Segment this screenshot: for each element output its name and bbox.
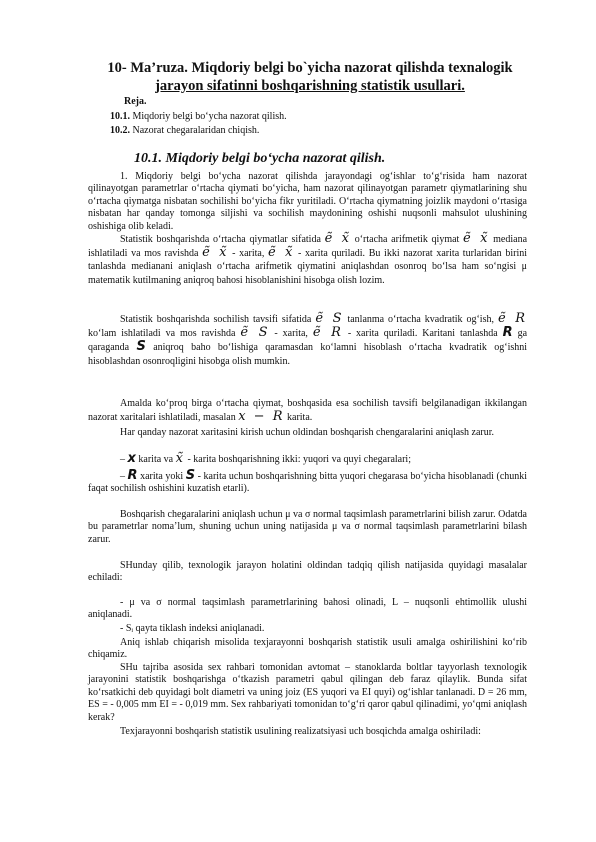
paragraph-1: 1. Miqdoriy belgi bo‘ycha nazorat qilishda jarayondagi og‘ishlar to‘g‘risida ham nazorat qilinayotgan parametrlar o‘rtacha qiymati bo‘yicha, ham nazorat qilinayotgan parametr qiymatlarining shu o‘rtacha qiymatga nisbatan sochilishi bo‘yicha fikr yuritiladi. O‘rtacha qiymatning joizlik maydoni o‘rtasiga nisbatan har qanday tomonga siljishi va sochilish maydonining oshishi nuqsonli mahsulot ulushining oshishiga olib keladi. — [88, 171, 527, 232]
plan-item-1 — [110, 111, 287, 123]
paragraph-2-text-a: Statistik boshqarishda o‘rtacha qiymatlar sifatida — [120, 234, 321, 245]
paragraph-7 — [88, 470, 527, 496]
es-symbol: ẽ S — [315, 311, 344, 326]
paragraph-3-text-d: - xarita, — [274, 328, 308, 340]
paragraph-6 — [88, 453, 527, 466]
x-bar-symbol: x — [127, 451, 136, 466]
mean-x-symbol: ẽ x̃ — [463, 231, 490, 246]
paragraph-8: Boshqarish chegaralarini aniqlash uchun μ va σ normal taqsimlash parametrlarini bilish zarur. Odatda bu parametrlar noma’lum, shuning uchun uning natijasida μ va σ normal taqsimlash parametrlarini bilash zarur. — [88, 509, 527, 545]
paragraph-4-text-b: karita. — [287, 412, 313, 423]
paragraph-3-text-g: aniqroq baho bo‘lishiga qaramasdan ko‘lamni hisoblash o‘rtacha kvadratik og‘ishni hisoblashdan osonroqligini hisobga olish mumkin. — [88, 342, 528, 367]
paragraph-10: - μ va σ normal taqsimlash parametrlarining bahosi olinadi, L – nuqsonli ehtimollik ulushi aniqlanadi. — [88, 597, 527, 621]
paragraph-7-dash: – — [120, 471, 125, 482]
paragraph-11: - Sᵢ qayta tiklash indeksi aniqlanadi. — [120, 623, 265, 634]
paragraph-2-text-c: mediana ishlatiladi va mos ravishda — [88, 234, 528, 260]
paragraph-3 — [88, 312, 527, 368]
plan-item-2 — [110, 125, 259, 137]
mean-chart-symbol: ẽ x̃ — [268, 245, 295, 261]
paragraph-3-text-b: tanlanma o‘rtacha kvadratik og‘ish, — [347, 314, 494, 325]
s-chart-name-symbol: S — [185, 468, 196, 483]
paragraph-7-text-b: xarita yoki — [140, 471, 184, 482]
lecture-title-line-1: 10- Ma’ruza. Miqdoriy belgi bo`yicha nazorat qilishda texnalogik — [107, 60, 513, 76]
x-r-chart-symbol: x − R — [238, 409, 285, 424]
r-chart-name-symbol: R — [127, 468, 138, 483]
paragraph-5: Har qanday nazorat xaritasini kirish uchun oldindan boshqarish chengaralarini aniqlash zarur. — [120, 427, 495, 438]
paragraph-12: Aniq ishlab chiqarish misolida texjarayonni boshqarish statistik usuli amalga oshirilishini ko‘rib chiqamiz. — [88, 637, 527, 661]
er-symbol: ẽ R — [497, 311, 528, 326]
lecture-title-underline: jarayon sifatinni boshqarishning statistik usullari. — [155, 78, 465, 94]
paragraph-14: Texjarayonni boshqarish statistik usulining realizatsiyasi uch bosqichda amalga oshiriladi: — [120, 726, 481, 737]
paragraph-6-text-b: karita va — [138, 454, 174, 465]
paragraph-3-text-a: Statistik boshqarishda sochilish tavsifi sifatida — [120, 314, 312, 325]
paragraph-7-text-c: - karita uchun boshqarishning bitta yuqori chegarasa bo‘yicha hisoblanadi (chunki faqat sochilish oshishini kuzatish etarli). — [88, 471, 528, 495]
section-heading: 10.1. Miqdoriy belgi bo‘ycha nazorat qilish. — [134, 151, 386, 166]
paragraph-2 — [88, 232, 527, 287]
paragraph-6-text-c: - karita boshqarishning ikki: yuqori va quyi chegaralari; — [187, 454, 411, 465]
r-symbol: R — [502, 325, 513, 341]
paragraph-3-text-c: ko‘lam ishlatiladi va mos ravishda — [88, 328, 236, 340]
r-chart-symbol: ẽ R — [312, 325, 343, 341]
plan-label: Reja. — [124, 96, 147, 107]
x-tilde-symbol: x̃ — [175, 451, 185, 466]
plan-item-2-text: Nazorat chegaralaridan chiqish. — [130, 125, 260, 136]
paragraph-6-dash: – — [120, 454, 125, 465]
paragraph-2-text-d: - xarita, — [232, 248, 265, 260]
paragraph-2-text-b: o‘rtacha arifmetik qiymat — [354, 234, 460, 245]
plan-item-2-number: 10.2. — [110, 125, 130, 136]
paragraph-4 — [88, 397, 527, 424]
paragraph-4-text-a: Amalda ko‘proq birga o‘rtacha qiymat, boshqasida esa sochilish tavsifi belgilanadigan ikkilangan nazorat xaritalari ishlatiladi, masalan — [88, 398, 527, 423]
paragraph-9: SHunday qilib, texnologik jarayon holatini oldindan tadqiq qilish natijasida quyidagi masalalar echiladi: — [88, 560, 527, 584]
plan-item-1-text: Miqdoriy belgi bo‘ycha nazorat qilish. — [130, 111, 287, 122]
median-x-symbol: ẽ x̃ — [324, 231, 351, 246]
plan-item-1-number: 10.1. — [110, 111, 130, 122]
paragraph-3-text-f: ga qaraganda — [88, 328, 528, 354]
paragraph-13: SHu tajriba asosida sex rahbari tomonidan avtomat – stanoklarda boltlar tayyorlash texnologik jarayonini statistik boshqarishga o‘tkazish parametri qabul qilingan deb faraz qilaylik. Bunda sifat ko‘rsatkichi deb quyidagi bolt diametri va uning joiz (ES yuqori va EI quyi) og‘ishlar tanlanadi. D = 26 mm, ES = - 0,005 mm EI = - 0,019 mm. Sex rahbariyati tomonidan to‘g‘ri qaror qabul qilinadimi, yo‘qmi aniqlash kerak? — [88, 662, 527, 723]
paragraph-2-text-e: - xarita quriladi. Bu ikki nazorat xarita turlaridan birini tanlashda medianani aniqlash o‘rtacha arifmetik qiymatini aniqlashdan osonroq bo‘lsa ham so‘ngisi μ matematik kutilmaning aniqroq bahosi hisoblanishini hisobga olish lozim. — [88, 248, 527, 286]
median-chart-symbol: ẽ x̃ — [202, 245, 229, 261]
s-symbol: S — [136, 339, 146, 355]
s-chart-symbol: ẽ S — [240, 325, 270, 341]
paragraph-3-text-e: - xarita quriladi. Karitani tanlashda — [347, 328, 498, 340]
lecture-title-line-2 — [60, 77, 560, 95]
